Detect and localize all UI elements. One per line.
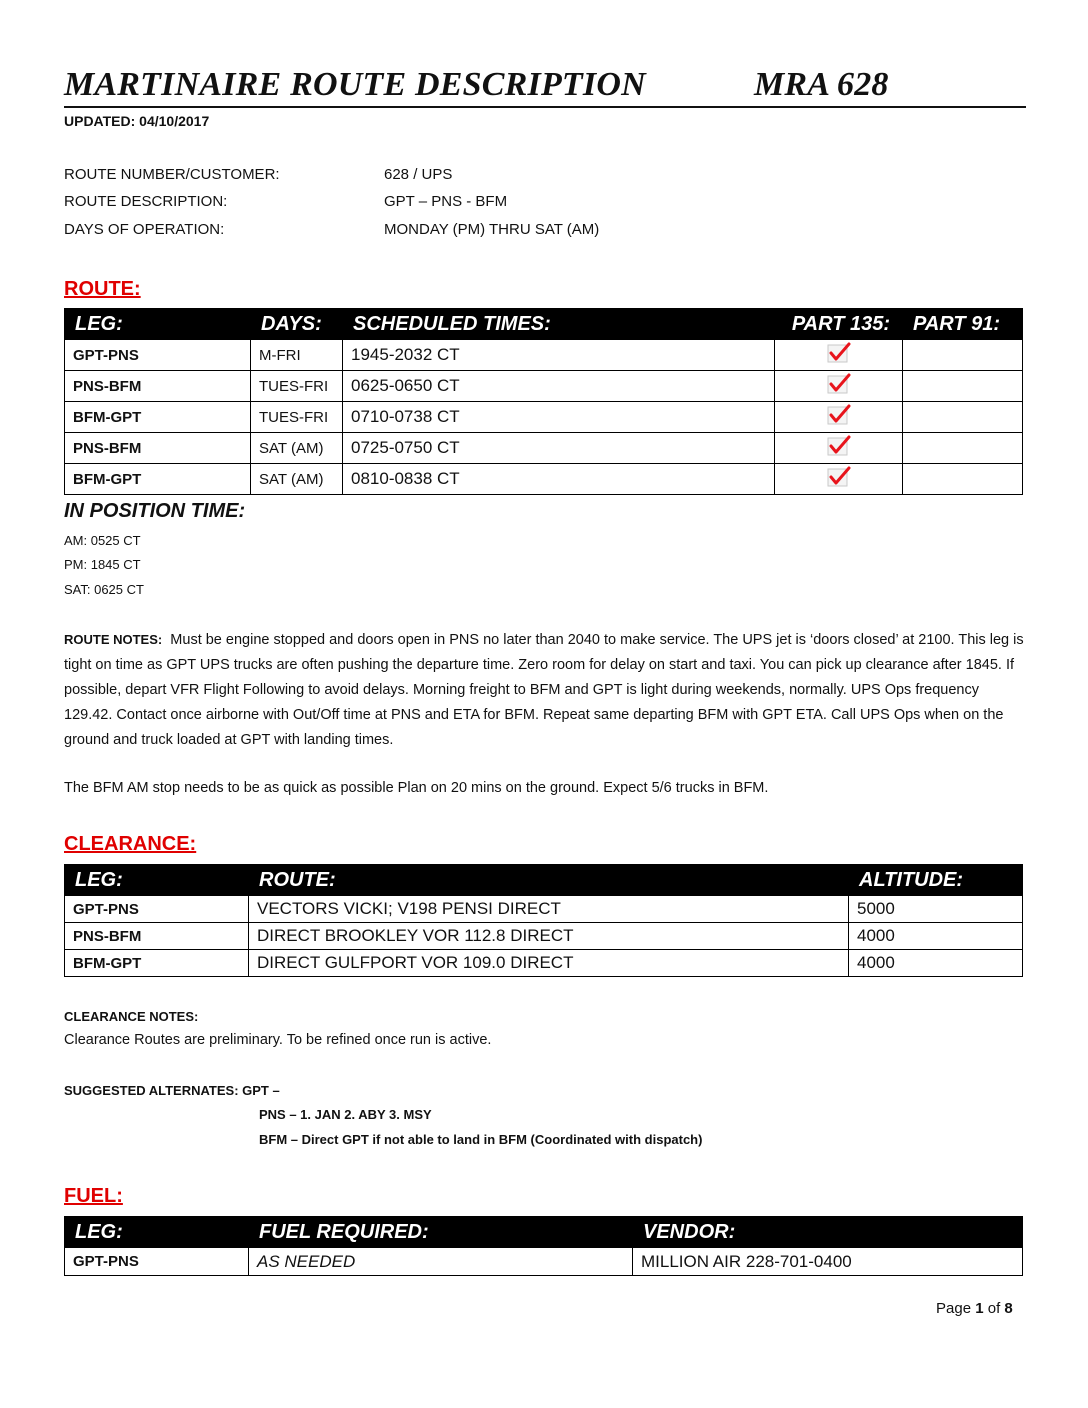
alternate-pns: PNS – 1. JAN 2. ABY 3. MSY [259, 1107, 432, 1122]
fuel-required-cell: AS NEEDED [249, 1248, 633, 1276]
vendor-cell: MILLION AIR 228-701-0400 [633, 1248, 1023, 1276]
col-vendor: VENDOR: [633, 1217, 1023, 1248]
title-text: MARTINAIRE ROUTE DESCRIPTION [64, 66, 646, 103]
route-table-header [65, 309, 1023, 340]
in-position-heading: IN POSITION TIME: [64, 500, 246, 522]
in-position-sat: SAT: 0625 CT [64, 582, 144, 597]
part-135-cell [775, 340, 903, 371]
part-91-cell [903, 433, 1023, 464]
route-cell: VECTORS VICKI; V198 PENSI DIRECT [249, 896, 849, 923]
times-cell: 1945-2032 CT [343, 340, 775, 371]
altitude-cell: 4000 [849, 923, 1023, 950]
part-91-cell [903, 371, 1023, 402]
days-cell: TUES-FRI [251, 371, 343, 402]
in-position-pm: PM: 1845 CT [64, 557, 141, 572]
route-cell: DIRECT BROOKLEY VOR 112.8 DIRECT [249, 923, 849, 950]
table-row [65, 896, 1023, 923]
col-leg: LEG: [65, 1217, 249, 1248]
info-label: ROUTE NUMBER/CUSTOMER: [64, 166, 280, 183]
days-cell: TUES-FRI [251, 402, 343, 433]
col-altitude: ALTITUDE: [849, 865, 1023, 896]
times-cell: 0625-0650 CT [343, 371, 775, 402]
alternate-bfm: BFM – Direct GPT if not able to land in BFM (Coordinated with dispatch) [259, 1132, 703, 1147]
days-cell: M-FRI [251, 340, 343, 371]
leg-cell: GPT-PNS [65, 1248, 249, 1276]
col-leg: LEG: [65, 865, 249, 896]
info-label: ROUTE DESCRIPTION: [64, 193, 228, 210]
times-cell: 0710-0738 CT [343, 402, 775, 433]
updated-date: UPDATED: 04/10/2017 [64, 113, 210, 129]
leg-cell: BFM-GPT [65, 402, 251, 433]
info-row-route-description [64, 193, 508, 210]
leg-cell: BFM-GPT [65, 950, 249, 977]
fuel-table [64, 1216, 1023, 1276]
leg-cell: PNS-BFM [65, 371, 251, 402]
altitude-cell: 4000 [849, 950, 1023, 977]
times-cell: 0810-0838 CT [343, 464, 775, 495]
page-current: 1 [975, 1300, 984, 1317]
table-row [65, 402, 1023, 433]
table-row [65, 464, 1023, 495]
checkmark-icon [827, 435, 851, 462]
route-notes-label: ROUTE NOTES: [64, 632, 163, 647]
altitude-cell: 5000 [849, 896, 1023, 923]
table-row [65, 371, 1023, 402]
col-part-91: PART 91: [903, 309, 1023, 340]
leg-cell: BFM-GPT [65, 464, 251, 495]
page-number [936, 1300, 1013, 1317]
times-cell: 0725-0750 CT [343, 433, 775, 464]
info-row-days-of-operation [64, 221, 600, 238]
in-position-am: AM: 0525 CT [64, 533, 141, 548]
page-total: 8 [1004, 1300, 1013, 1317]
suggested-alternates-label: SUGGESTED ALTERNATES: GPT – [64, 1083, 280, 1098]
route-table [64, 308, 1023, 495]
days-cell: SAT (AM) [251, 464, 343, 495]
clearance-notes-label: CLEARANCE NOTES: [64, 1009, 199, 1024]
title-divider [64, 106, 1026, 108]
route-notes-text: Must be engine stopped and doors open in PNS no later than 2040 to make service. The UPS jet is ‘doors closed’ at 2100. This leg is tight on time as GPT UPS trucks are often pushing the departure time. Zero room for delay on start and taxi. You can pick up clearance after 1845. If possible, depart VFR Flight Following to avoid delays. Morning freight to BFM and GPT is light during weekends, normally. UPS Ops frequency 129.42. Contact once airborne with Out/Off time at PNS and ETA for BFM. Repeat same departing BFM with GPT ETA. Call UPS Ops when on the ground and truck loaded at GPT with landing times. [64, 632, 1024, 748]
part-91-cell [903, 340, 1023, 371]
days-cell: SAT (AM) [251, 433, 343, 464]
info-label: DAYS OF OPERATION: [64, 221, 225, 238]
info-value: GPT – PNS - BFM [384, 193, 508, 210]
col-days: DAYS: [251, 309, 343, 340]
col-fuel-required: FUEL REQUIRED: [249, 1217, 633, 1248]
checkmark-icon [827, 342, 851, 369]
table-row [65, 950, 1023, 977]
col-part-135: PART 135: [775, 309, 903, 340]
table-row [65, 923, 1023, 950]
col-leg: LEG: [65, 309, 251, 340]
fuel-heading: FUEL: [64, 1185, 123, 1207]
leg-cell: PNS-BFM [65, 433, 251, 464]
checkmark-icon [827, 373, 851, 400]
checkmark-icon [827, 404, 851, 431]
route-code: MRA 628 [754, 66, 889, 103]
clearance-notes-text: Clearance Routes are preliminary. To be refined once run is active. [64, 1032, 492, 1048]
leg-cell: GPT-PNS [65, 340, 251, 371]
table-row [65, 1248, 1023, 1276]
col-route: ROUTE: [249, 865, 849, 896]
clearance-table-header [65, 865, 1023, 896]
leg-cell: PNS-BFM [65, 923, 249, 950]
checkmark-icon [827, 466, 851, 493]
document-title [64, 66, 1024, 104]
page-prefix: Page [936, 1300, 972, 1317]
fuel-table-header [65, 1217, 1023, 1248]
route-cell: DIRECT GULFPORT VOR 109.0 DIRECT [249, 950, 849, 977]
route-notes-extra: The BFM AM stop needs to be as quick as possible Plan on 20 mins on the ground. Expect 5/6 trucks in BFM. [64, 780, 769, 796]
table-row [65, 433, 1023, 464]
info-value: MONDAY (PM) THRU SAT (AM) [384, 221, 600, 238]
table-row [65, 340, 1023, 371]
clearance-heading: CLEARANCE: [64, 833, 197, 855]
page-of: of [987, 1300, 1001, 1317]
info-value: 628 / UPS [384, 166, 453, 183]
part-135-cell [775, 433, 903, 464]
part-135-cell [775, 371, 903, 402]
part-135-cell [775, 464, 903, 495]
route-heading: ROUTE: [64, 278, 141, 300]
leg-cell: GPT-PNS [65, 896, 249, 923]
part-135-cell [775, 402, 903, 433]
clearance-table [64, 864, 1023, 977]
route-notes [64, 627, 1026, 753]
part-91-cell [903, 402, 1023, 433]
part-91-cell [903, 464, 1023, 495]
col-scheduled-times: SCHEDULED TIMES: [343, 309, 775, 340]
info-row-route-number [64, 166, 453, 183]
